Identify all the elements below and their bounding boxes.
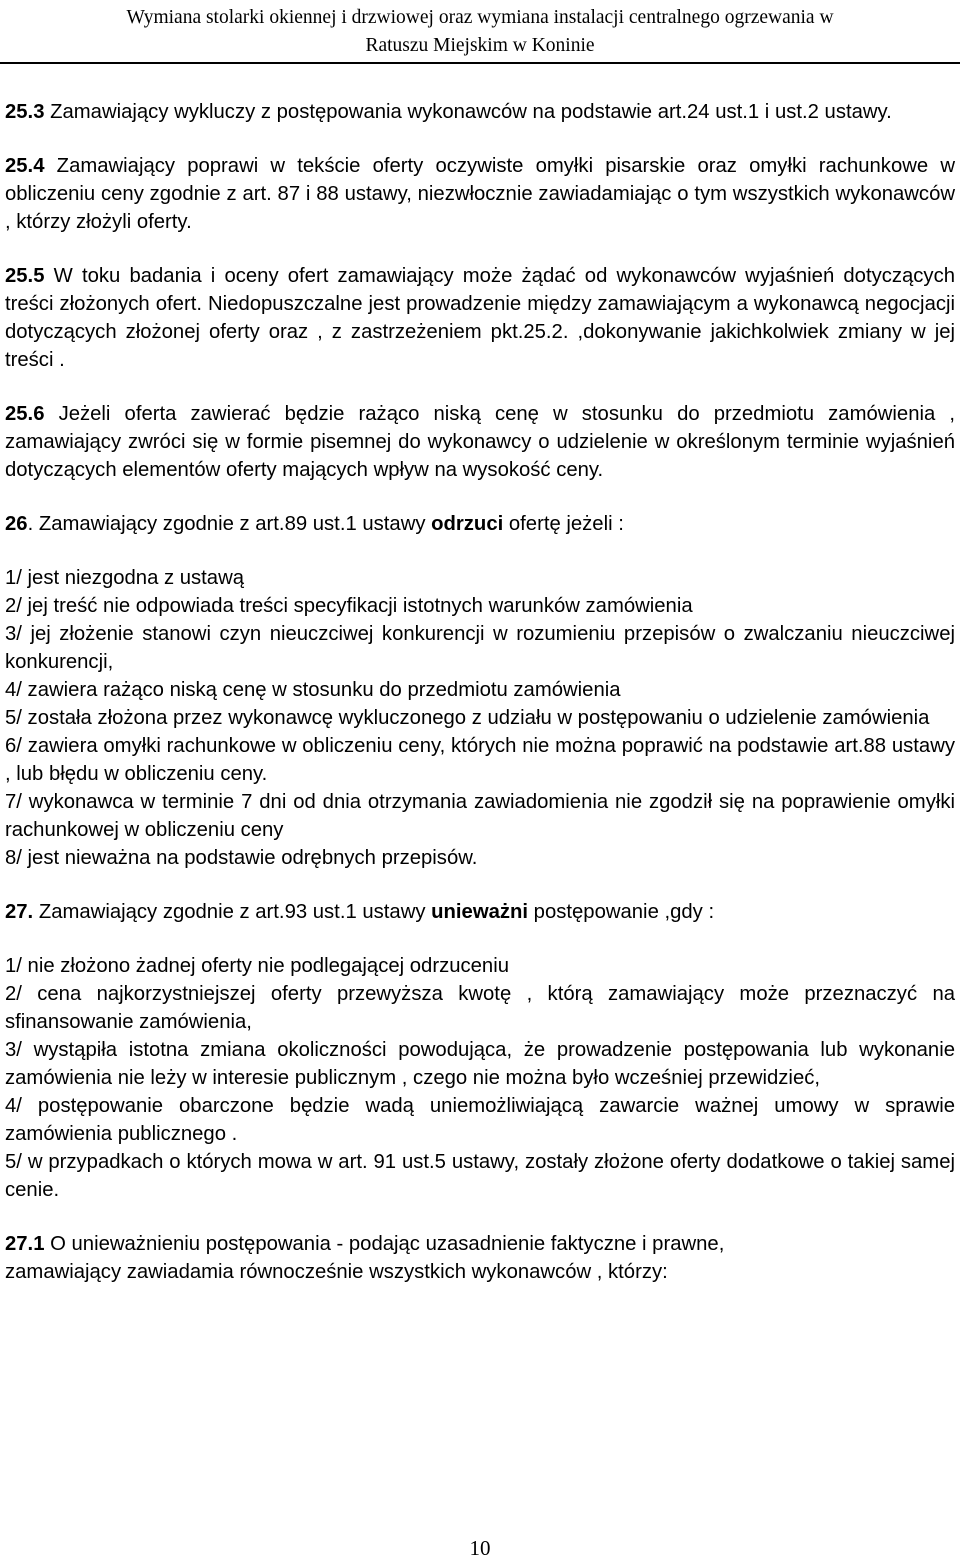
- section-26-list: [5, 564, 955, 872]
- header-rule: [0, 62, 960, 64]
- section-number: 25.4: [5, 155, 45, 177]
- section-number: 27.1: [5, 1233, 45, 1255]
- header-line-2: Ratuszu Miejskim w Koninie: [365, 35, 595, 56]
- heading-emphasis: odrzuci: [431, 513, 504, 535]
- list-item: 3/ jej złożenie stanowi czyn nieuczciwej konkurencji w rozumieniu przepisów o zwalczaniu nieuczciwej konkurencji,: [5, 623, 955, 673]
- document-header: [0, 4, 960, 60]
- list-item: 1/ jest niezgodna z ustawą: [5, 567, 245, 589]
- section-27-1: [5, 1230, 955, 1286]
- section-27-1-line-1: [5, 1230, 955, 1258]
- paragraph-text: O unieważnieniu postępowania - podając uzasadnienie faktyczne i prawne,: [44, 1233, 725, 1255]
- list-item: 2/ cena najkorzystniejszej oferty przewyższa kwotę , którą zamawiający może przeznaczyć na sfinansowanie zamówienia,: [5, 983, 955, 1033]
- list-item: 2/ jej treść nie odpowiada treści specyfikacji istotnych warunków zamówienia: [5, 595, 693, 617]
- section-number: 25.6: [5, 403, 45, 425]
- heading-text-end: postępowanie ,gdy :: [528, 901, 715, 923]
- section-number: 25.3: [5, 101, 45, 123]
- paragraph-text: Jeżeli oferta zawierać będzie rażąco niską cenę w stosunku do przedmiotu zamówienia , zamawiający zwróci się w formie pisemnej do wykonawcy o udzielenie w określonym terminie wyjaśnień dotyczących elementów oferty mających wpływ na wysokość ceny.: [5, 403, 955, 481]
- section-27-heading: [5, 898, 955, 926]
- list-item: 4/ postępowanie obarczone będzie wadą uniemożliwiającą zawarcie ważnej umowy w sprawie zamówienia publicznego .: [5, 1095, 955, 1145]
- list-item: 5/ w przypadkach o których mowa w art. 91 ust.5 ustawy, zostały złożone oferty dodatkowe o takiej samej cenie.: [5, 1151, 955, 1201]
- section-number: 27.: [5, 901, 34, 923]
- list-item: 8/ jest nieważna na podstawie odrębnych przepisów.: [5, 847, 478, 869]
- section-number: 25.5: [5, 265, 45, 287]
- paragraph-25-4: [5, 152, 955, 236]
- paragraph-text: Zamawiający wykluczy z postępowania wykonawców na podstawie art.24 ust.1 i ust.2 ustawy.: [44, 101, 892, 123]
- page-number: 10: [469, 1536, 491, 1560]
- heading-text: . Zamawiający zgodnie z art.89 ust.1 ustawy: [27, 513, 432, 535]
- section-27-1-line-2: zamawiający zawiadamia równocześnie wszystkich wykonawców , którzy:: [5, 1261, 668, 1283]
- paragraph-25-6: [5, 400, 955, 484]
- list-item: 5/ została złożona przez wykonawcę wykluczonego z udziału w postępowaniu o udzielenie zamówienia: [5, 707, 930, 729]
- paragraph-25-5: [5, 262, 955, 374]
- heading-emphasis: unieważni: [431, 901, 529, 923]
- list-item: 7/ wykonawca w terminie 7 dni od dnia otrzymania zawiadomienia nie zgodził się na poprawienie omyłki rachunkowej w obliczeniu ceny: [5, 791, 955, 841]
- paragraph-text: W toku badania i oceny ofert zamawiający może żądać od wykonawców wyjaśnień dotyczących treści złożonych ofert. Niedopuszczalne jest prowadzenie między zamawiającym a wykonawcą negocjacji dotyczących złożonej oferty oraz , z zastrzeżeniem pkt.25.2. ,dokonywanie jakichkolwiek zmiany w jej treści .: [5, 265, 955, 371]
- section-26-heading: [5, 510, 955, 538]
- list-item: 6/ zawiera omyłki rachunkowe w obliczeniu ceny, których nie można poprawić na podstawie art.88 ustawy , lub błędu w obliczeniu ceny.: [5, 735, 955, 785]
- paragraph-text: Zamawiający poprawi w tekście oferty oczywiste omyłki pisarskie oraz omyłki rachunkowe w obliczeniu ceny zgodnie z art. 87 i 88 ustawy, niezwłocznie zawiadamiając o tym wszystkich wykonawców , którzy złożyli oferty.: [5, 155, 955, 233]
- list-item: 3/ wystąpiła istotna zmiana okoliczności powodująca, że prowadzenie postępowania lub wykonanie zamówienia nie leży w interesie publicznym , czego nie można było wcześniej przewidzieć,: [5, 1039, 955, 1089]
- header-line-1: Wymiana stolarki okiennej i drzwiowej oraz wymiana instalacji centralnego ogrzewania w: [126, 7, 834, 28]
- list-item: 4/ zawiera rażąco niską cenę w stosunku do przedmiotu zamówienia: [5, 679, 621, 701]
- paragraph-25-3: [5, 98, 955, 126]
- document-body: [5, 98, 955, 1286]
- section-number: 26: [5, 513, 28, 535]
- section-27-list: [5, 952, 955, 1204]
- heading-text: Zamawiający zgodnie z art.93 ust.1 ustawy: [33, 901, 432, 923]
- heading-text-end: ofertę jeżeli :: [503, 513, 624, 535]
- list-item: 1/ nie złożono żadnej oferty nie podlegającej odrzuceniu: [5, 955, 509, 977]
